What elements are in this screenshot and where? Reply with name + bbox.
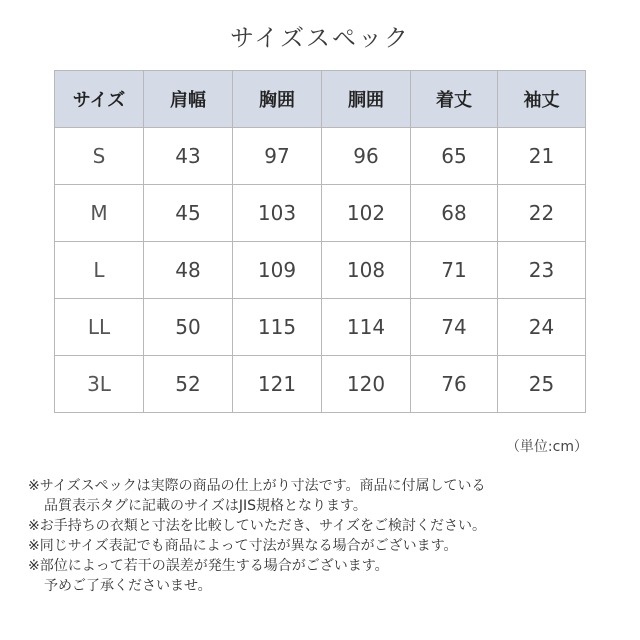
cell-length: 76 (411, 356, 498, 413)
table-row (55, 356, 586, 413)
table-row (55, 185, 586, 242)
cell-length: 68 (411, 185, 498, 242)
cell-waist: 114 (322, 299, 411, 356)
cell-shoulder-width: 48 (144, 242, 233, 299)
header-waist: 胴囲 (322, 71, 411, 128)
cell-chest: 115 (233, 299, 322, 356)
note-line: ※同じサイズ表記でも商品によって寸法が異なる場合がございます。 (28, 538, 458, 554)
note-line: 予めご了承くださいませ。 (44, 578, 212, 594)
cell-chest: 103 (233, 185, 322, 242)
cell-shoulder-width: 52 (144, 356, 233, 413)
cell-size: LL (55, 299, 144, 356)
header-shoulder-width: 肩幅 (144, 71, 233, 128)
table-row (55, 242, 586, 299)
notes (28, 476, 618, 596)
unit-label: （単位:cm） (505, 439, 588, 455)
cell-sleeve-length: 23 (498, 242, 586, 299)
table-header-row (55, 71, 586, 128)
cell-sleeve-length: 24 (498, 299, 586, 356)
cell-length: 65 (411, 128, 498, 185)
note-line: ※部位によって若干の誤差が発生する場合がございます。 (28, 558, 389, 574)
cell-size: M (55, 185, 144, 242)
cell-size: L (55, 242, 144, 299)
cell-size: S (55, 128, 144, 185)
table-row (55, 299, 586, 356)
cell-waist: 96 (322, 128, 411, 185)
note-line: ※お手持ちの衣類と寸法を比較していただき、サイズをご検討ください。 (28, 518, 487, 534)
page-title: サイズスペック (229, 24, 411, 52)
cell-chest: 109 (233, 242, 322, 299)
cell-sleeve-length: 21 (498, 128, 586, 185)
cell-shoulder-width: 45 (144, 185, 233, 242)
cell-waist: 102 (322, 185, 411, 242)
cell-waist: 108 (322, 242, 411, 299)
cell-shoulder-width: 43 (144, 128, 233, 185)
cell-chest: 121 (233, 356, 322, 413)
header-chest: 胸囲 (233, 71, 322, 128)
header-size: サイズ (55, 71, 144, 128)
header-length: 着丈 (411, 71, 498, 128)
cell-length: 74 (411, 299, 498, 356)
cell-length: 71 (411, 242, 498, 299)
cell-sleeve-length: 22 (498, 185, 586, 242)
cell-size: 3L (55, 356, 144, 413)
header-sleeve-length: 袖丈 (498, 71, 586, 128)
cell-sleeve-length: 25 (498, 356, 586, 413)
table-row (55, 128, 586, 185)
size-spec-table (54, 70, 586, 413)
cell-shoulder-width: 50 (144, 299, 233, 356)
cell-chest: 97 (233, 128, 322, 185)
note-line: ※サイズスペックは実際の商品の仕上がり寸法です。商品に付属している (28, 478, 486, 494)
cell-waist: 120 (322, 356, 411, 413)
note-line: 品質表示タグに記載のサイズはJIS規格となります。 (44, 498, 367, 514)
